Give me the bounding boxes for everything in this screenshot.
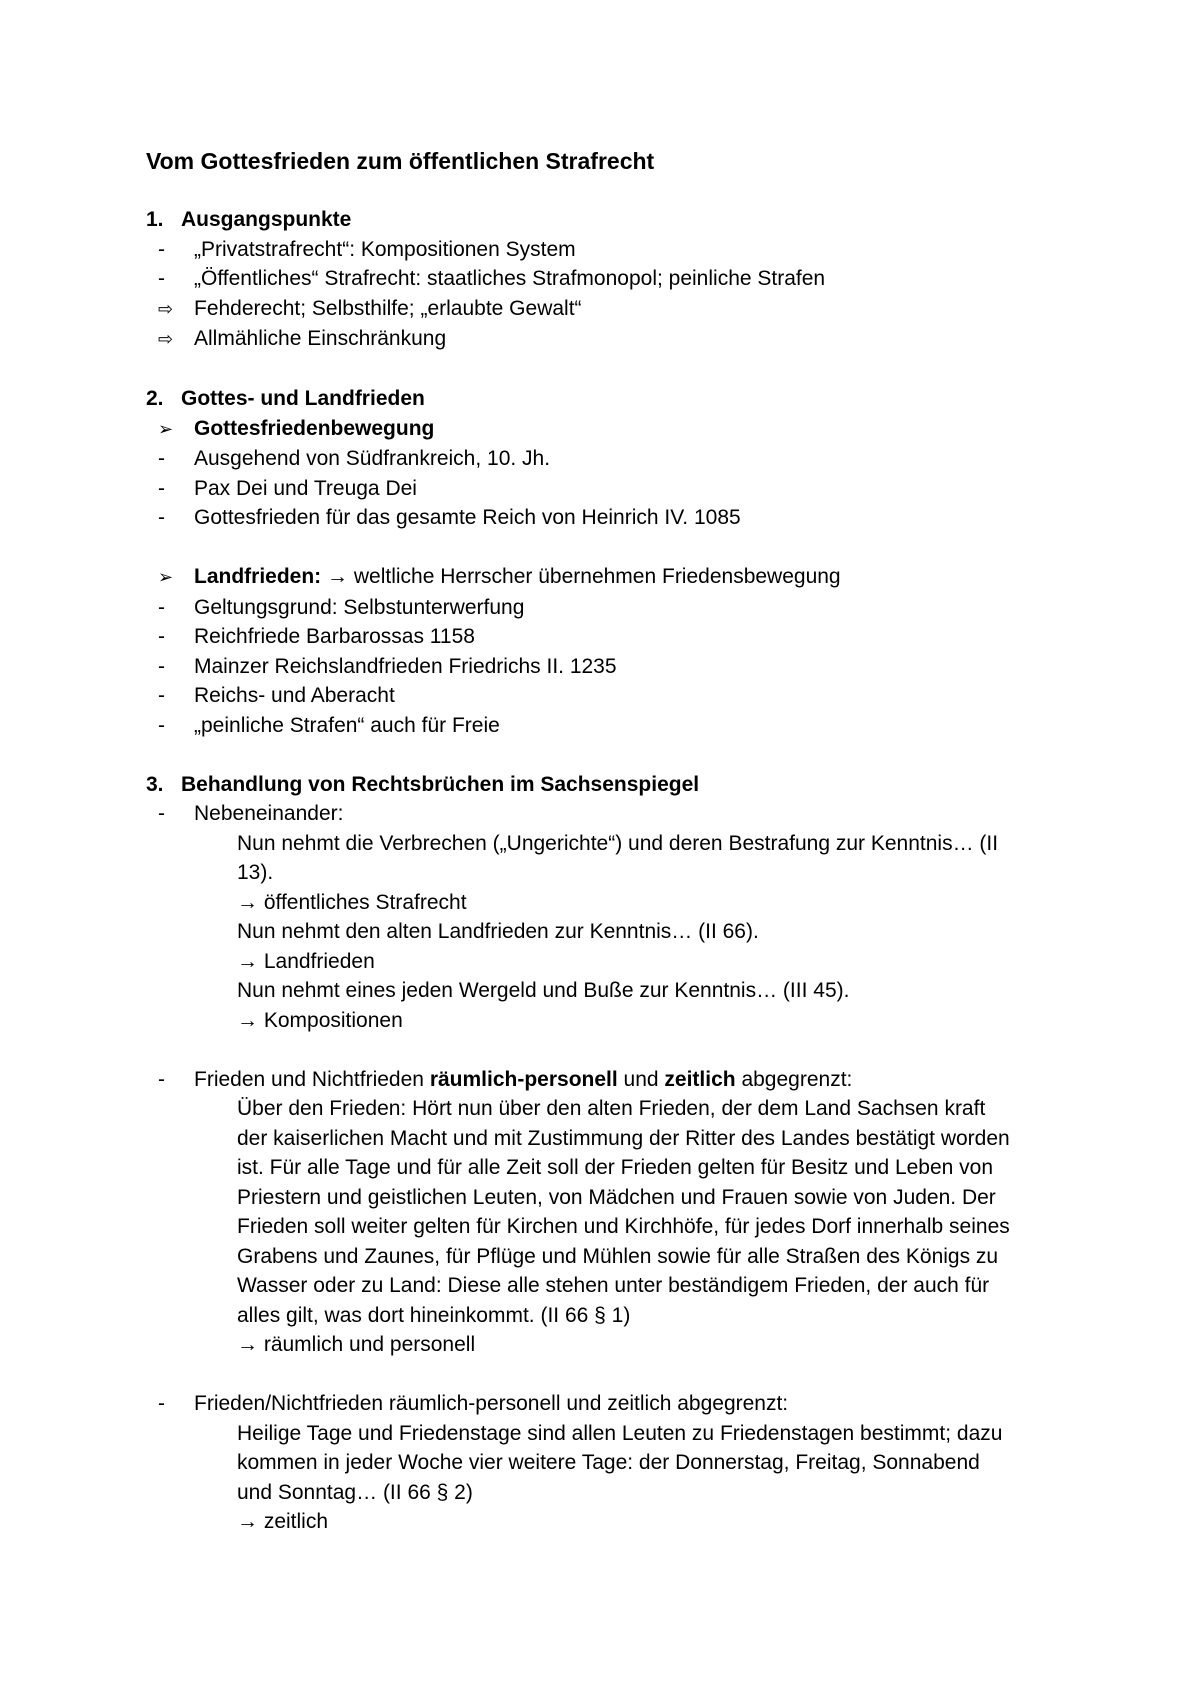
spacer	[146, 1035, 1086, 1065]
list-item-text: Frieden/Nichtfrieden räumlich-personell und zeitlich abgegrenzt:	[194, 1392, 789, 1415]
chevron-bullet-icon: ➢	[158, 418, 174, 439]
list-item-text: „peinliche Strafen“ auch für Freie	[194, 713, 500, 737]
list-item	[146, 444, 1086, 474]
subsection-heading	[146, 414, 1086, 445]
list-item	[146, 1065, 1086, 1095]
spacer	[146, 1360, 1086, 1390]
quote-line: Frieden soll weiter gelten für Kirchen und Kirchhöfe, für jedes Dorf innerhalb seines	[237, 1215, 1010, 1238]
list-item-text: Gottesfrieden für das gesamte Reich von Heinrich IV. 1085	[194, 506, 741, 529]
dash-bullet	[146, 681, 194, 711]
dash-bullet	[146, 711, 194, 741]
list-item	[146, 1389, 1086, 1419]
list-item-text: Nebeneinander:	[194, 802, 344, 825]
quote-line: Über den Frieden: Hört nun über den alten Frieden, der dem Land Sachsen kraft	[237, 1097, 986, 1120]
subsection-title: Gottesfriedenbewegung	[194, 416, 435, 440]
quote-line: Wasser oder zu Land: Diese alle stehen unter beständigem Frieden, der auch für	[237, 1274, 990, 1297]
section-3-heading	[146, 770, 1086, 800]
quote-line: Nun nehmt die Verbrechen („Ungerichte“) und deren Bestrafung zur Kenntnis… (II	[237, 831, 999, 855]
list-item-text: Pax Dei und Treuga Dei	[194, 476, 417, 500]
quote-line: Grabens und Zaunes, für Pflüge und Mühlen sowie für alle Straßen des Königs zu	[237, 1244, 999, 1268]
chevron-bullet-icon: ➢	[158, 567, 174, 587]
list-item	[146, 681, 1086, 711]
list-item	[146, 799, 1086, 829]
subsection-title-rest: → weltliche Herrscher übernehmen Friedensbewegung	[327, 565, 841, 588]
quote-line: Heilige Tage und Friedenstage sind allen Leuten zu Friedenstagen bestimmt; dazu	[237, 1421, 1003, 1445]
quote-line: Nun nehmt den alten Landfrieden zur Kenntnis… (II 66).	[237, 920, 759, 943]
quote-line: 13).	[237, 861, 274, 884]
section-1-heading	[146, 205, 1086, 235]
spacer	[146, 355, 1086, 385]
dash-bullet	[146, 474, 194, 504]
section-number: 3.	[146, 772, 164, 796]
quote-line: kommen in jeder Woche vier weitere Tage: der Donnerstag, Freitag, Sonnabend	[237, 1451, 980, 1474]
subsection-title: Landfrieden:	[194, 565, 322, 588]
quote-line: Nun nehmt eines jeden Wergeld und Buße zur Kenntnis… (III 45).	[237, 979, 850, 1002]
section-number: 1.	[146, 208, 164, 231]
section-title: Behandlung von Rechtsbrüchen im Sachsenspiegel	[181, 772, 700, 796]
list-item	[146, 474, 1086, 504]
section-title: Gottes- und Landfrieden	[181, 387, 425, 410]
dash-bullet	[146, 1389, 194, 1419]
list-item	[146, 294, 1086, 325]
quote-line: und Sonntag… (II 66 § 2)	[237, 1480, 473, 1504]
result-line: → zeitlich	[237, 1510, 329, 1533]
list-item	[146, 652, 1086, 682]
section-title: Ausgangspunkte	[181, 208, 352, 231]
section-number: 2.	[146, 387, 164, 410]
list-item-text: Allmähliche Einschränkung	[194, 327, 447, 350]
list-item	[146, 264, 1086, 294]
section-2-heading	[146, 384, 1086, 414]
dash-bullet	[146, 799, 194, 829]
list-item-text: „Privatstrafrecht“: Kompositionen System	[194, 237, 576, 261]
outline-arrow-icon: ⇨	[158, 298, 174, 319]
dash-bullet	[146, 1065, 194, 1095]
quote-line: Priestern und geistlichen Leuten, von Mädchen und Frauen sowie von Juden. Der	[237, 1185, 996, 1209]
list-item	[146, 235, 1086, 265]
subsection-heading	[146, 562, 1086, 593]
list-item	[146, 503, 1086, 533]
dash-bullet	[146, 264, 194, 294]
list-item-text: Reichs- und Aberacht	[194, 684, 395, 707]
list-item-text: Fehderecht; Selbsthilfe; „erlaubte Gewalt“	[194, 296, 582, 320]
list-item	[146, 711, 1086, 741]
dash-bullet	[146, 652, 194, 682]
list-item-text: Ausgehend von Südfrankreich, 10. Jh.	[194, 447, 551, 470]
list-item	[146, 324, 1086, 355]
list-item-text: Reichfriede Barbarossas 1158	[194, 625, 475, 648]
result-line: → räumlich und personell	[237, 1333, 476, 1356]
list-item	[146, 593, 1086, 623]
dash-bullet	[146, 503, 194, 533]
list-item-text: Geltungsgrund: Selbstunterwerfung	[194, 595, 525, 619]
result-line: → Kompositionen	[237, 1008, 403, 1032]
list-item-text: „Öffentliches“ Strafrecht: staatliches Strafmonopol; peinliche Strafen	[194, 267, 826, 290]
result-line: → Landfrieden	[237, 949, 375, 973]
spacer	[146, 740, 1086, 770]
list-item-text: Frieden und Nichtfrieden räumlich-personell und zeitlich abgegrenzt:	[194, 1067, 853, 1091]
outline-arrow-icon: ⇨	[158, 329, 174, 349]
quote-line: alles gilt, was dort hineinkommt. (II 66 § 1)	[237, 1303, 631, 1327]
dash-bullet	[146, 444, 194, 474]
quote-line: der kaiserlichen Macht und mit Zustimmung der Ritter des Landes bestätigt worden	[237, 1126, 1010, 1150]
document-title: Vom Gottesfrieden zum öffentlichen Strafrecht	[146, 148, 655, 174]
result-line: → öffentliches Strafrecht	[237, 890, 467, 914]
spacer	[146, 533, 1086, 563]
dash-bullet	[146, 622, 194, 652]
dash-bullet	[146, 235, 194, 265]
list-item	[146, 622, 1086, 652]
quote-line: ist. Für alle Tage und für alle Zeit soll der Frieden gelten für Besitz und Leben von	[237, 1156, 994, 1179]
dash-bullet	[146, 593, 194, 623]
list-item-text: Mainzer Reichslandfrieden Friedrichs II. 1235	[194, 654, 617, 678]
document-page	[146, 145, 1086, 1537]
